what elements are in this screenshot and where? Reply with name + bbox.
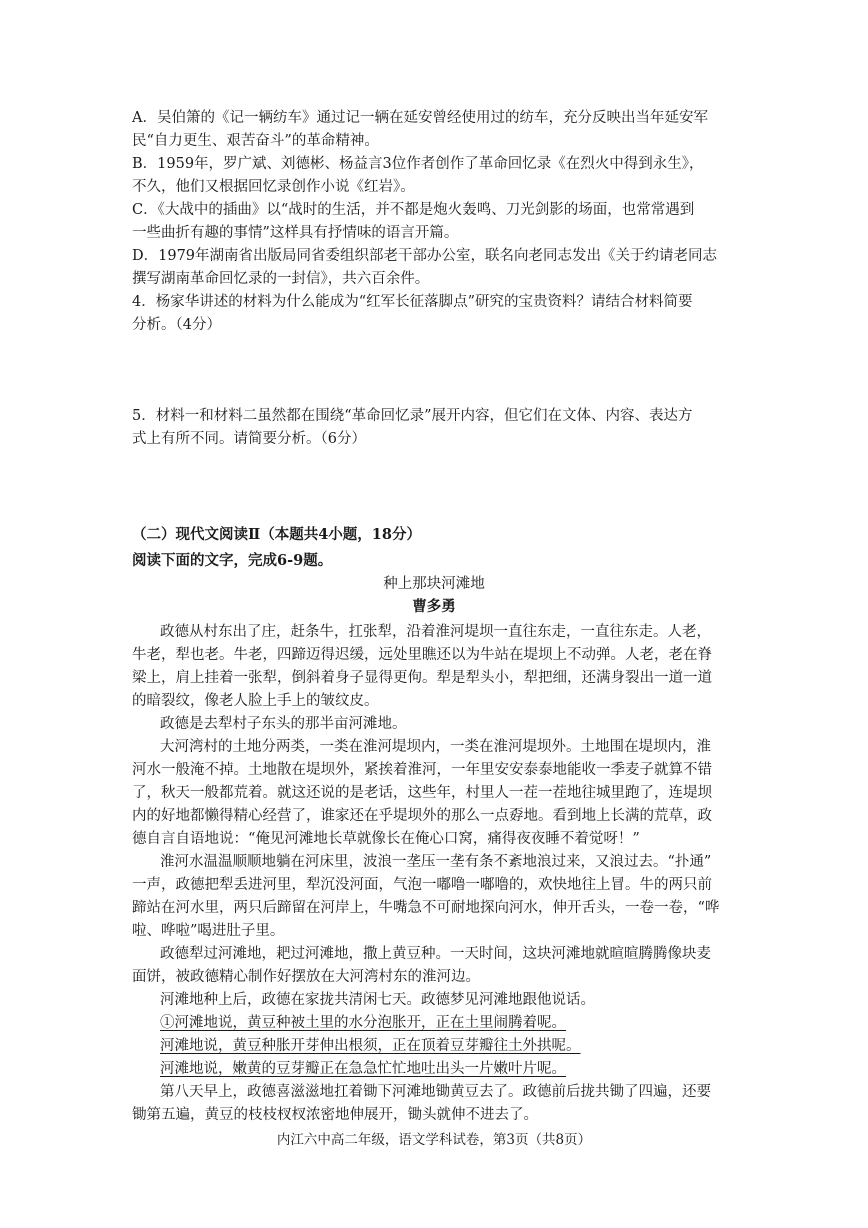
- passage-line: 政德从村东出了庄，赶条牛，扛张犁，沿着淮河堤坝一直往东走，一直往东走。人老，: [160, 624, 711, 640]
- option-c-line-2: 一些曲折有趣的事情”这样具有抒情味的语言开篇。: [132, 225, 459, 241]
- passage-author: 曹多勇: [412, 598, 456, 615]
- underlined-passage-line: ①河滩地说，黄豆种被土里的水分泡胀开，正在土里闹腾着呢。: [160, 1015, 566, 1031]
- passage-line: 蹄站在河水里，两只后蹄留在河岸上，牛嘴急不可耐地探向河水，伸开舌头，一卷一卷，“哗: [132, 900, 720, 916]
- passage-line: 大河湾村的土地分两类，一类在淮河堤坝内，一类在淮河堤坝外。土地围在堤坝内，淮: [160, 739, 711, 755]
- passage-title: 种上那块河滩地: [383, 576, 485, 592]
- underlined-passage-line: 河滩地说，嫩黄的豆芽瓣正在急急忙忙地吐出头一片嫩叶片呢。: [160, 1061, 566, 1077]
- option-b-line-2: 不久，他们又根据回忆录创作小说《红岩》。: [132, 179, 415, 195]
- option-b-line-1: B．1959年，罗广斌、刘德彬、杨益言3位作者创作了革命回忆录《在烈火中得到永生》，: [132, 156, 704, 172]
- option-a-line-1: A．吴伯箫的《记一辆纺车》通过记一辆在延安曾经使用过的纺车，充分反映出当年延安军: [132, 110, 708, 126]
- underlined-passage-line: 河滩地说，黄豆种胀开芽伸出根须，正在顶着豆芽瓣往土外拱呢。: [160, 1038, 581, 1054]
- section-heading: （二）现代文阅读Ⅱ（本题共4小题，18分）: [132, 526, 421, 543]
- section-instruction: 阅读下面的文字，完成6-9题。: [132, 552, 333, 569]
- passage-line: 政德犁过河滩地，耙过河滩地，撒上黄豆种。一天时间，这块河滩地就暄暄腾腾像块麦: [160, 946, 711, 962]
- passage-line: 河水一般淹不掉。土地散在堤坝外，紧挨着淮河，一年里安安泰泰地能收一季麦子就算不错: [132, 762, 712, 778]
- question-5-line-2: 式上有所不同。请简要分析。（6分）: [132, 431, 366, 447]
- question-4-line-1: 4．杨家华讲述的材料为什么能成为“红军长征落脚点”研究的宝贵资料？请结合材料简要: [132, 294, 693, 310]
- passage-line: 德自言自语地说：“俺见河滩地长草就像长在俺心口窝，痛得夜夜睡不着觉呀！”: [132, 831, 640, 847]
- passage-line: 牛老，犁也老。牛老，四蹄迈得迟缓，远处里瞧还以为牛站在堤坝上不动弹。人老，老在脊: [132, 647, 712, 663]
- passage-line: 啦、哗啦”喝进肚子里。: [132, 923, 285, 939]
- option-a-line-2: 民“自力更生、艰苦奋斗”的革命精神。: [132, 133, 379, 149]
- passage-line: 淮河水温温顺顺地躺在河床里，波浪一垄压一垄有条不紊地浪过来，又浪过去。“扑通”: [160, 854, 712, 870]
- question-4-line-2: 分析。（4分）: [132, 317, 221, 333]
- option-d-line-1: D．1979年湖南省出版局同省委组织部老干部办公室，联名向老同志发出《关于约请老同志: [132, 248, 718, 264]
- passage-line: 面饼，被政德精心制作好摆放在大河湾村东的淮河边。: [132, 969, 480, 985]
- passage-line: 梁上，肩上挂着一张犁，倒斜着身子显得更佝。犁是犁头小，犁把细，还满身裂出一道一道: [132, 670, 712, 686]
- question-5-line-1: 5．材料一和材料二虽然都在围绕“革命回忆录”展开内容，但它们在文体、内容、表达方: [132, 408, 693, 424]
- passage-line: 第八天早上，政德喜滋滋地扛着锄下河滩地锄黄豆去了。政德前后拢共锄了四遍，还要: [160, 1084, 711, 1100]
- passage-line: 的暗裂纹，像老人脸上手上的皱纹皮。: [132, 693, 379, 709]
- passage-line: 了，秋天一般都荒着。就这还说的是老话，这些年，村里人一茬一茬地往城里跑了，连堤坝: [132, 785, 712, 801]
- page-footer: 内江六中高二年级，语文学科试卷，第3页（共8页）: [276, 1132, 592, 1148]
- passage-line: 锄第五遍，黄豆的枝枝杈杈浓密地伸展开，锄头就伸不进去了。: [132, 1107, 538, 1123]
- passage-line: 政德是去犁村子东头的那半亩河滩地。: [160, 716, 407, 732]
- passage-line: 河滩地种上后，政德在家拢共清闲七天。政德梦见河滩地跟他说话。: [160, 992, 595, 1008]
- passage-line: 一声，政德把犁丢进河里，犁沉没河面，气泡一嘟噜一嘟噜的，欢快地往上冒。牛的两只前: [132, 877, 712, 893]
- option-d-line-2: 撰写湖南革命回忆录的一封信》，共六百余件。: [132, 271, 430, 287]
- passage-line: 内的好地都懒得精心经营了，谁家还在乎堤坝外的那么一点孬地。看到地上长满的荒草，政: [132, 808, 712, 824]
- option-c-line-1: C．《大战中的插曲》以“战时的生活，并不都是炮火轰鸣、刀光剑影的场面，也常常遇到: [132, 202, 695, 218]
